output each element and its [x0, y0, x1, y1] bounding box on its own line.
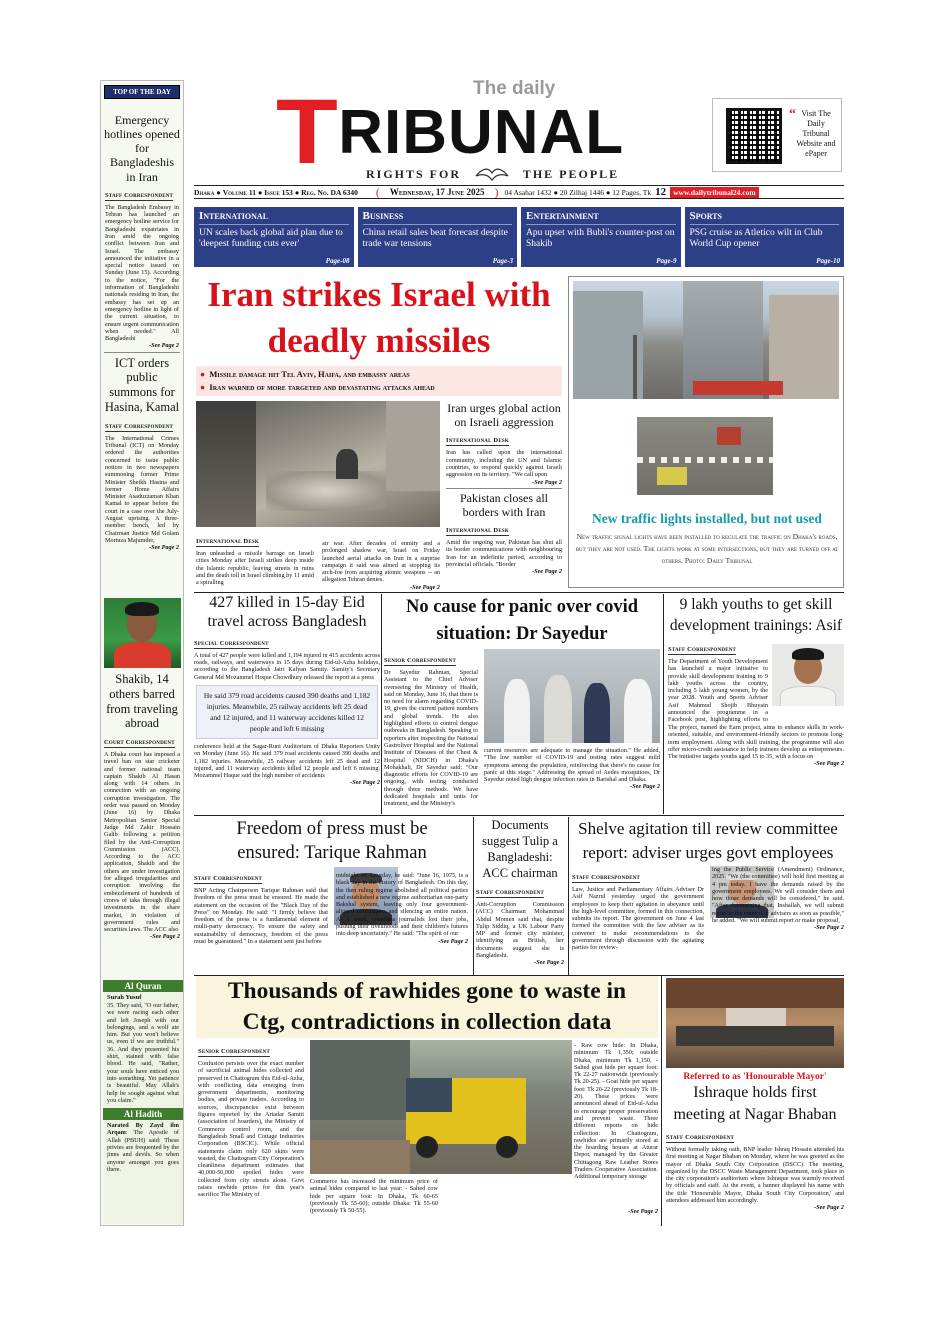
ict-headline: ICT orders public summons for Hasina, Kamal: [104, 355, 180, 414]
byline: International Desk: [196, 538, 259, 545]
pakistan-body: Amid the ongoing war, Pakistan has shut all its border communications with neighbouring Iran for an indefinite period, according to provincial officials. "Border: [446, 539, 562, 568]
tagline: [366, 164, 656, 182]
teaser-page: Page-08: [325, 257, 350, 265]
rawhide-body-col3: [574, 1042, 658, 1181]
eid-body-1: A total of 427 people were killed and 1,194 injured in 415 accidents across roads, railways, and waterways in 15 days during Eid-ul-Azha holidays, according to the Bangladesh Jatri Kalyan Samity. Samity's Secretary General Md Mozammel Hoque Chowdhury released the report at a press: [194, 651, 380, 681]
covid-body-2: current resources are adequate to manage the situation." He added, "The low number of COVID-19 and testing rates suggest mild symptoms among the population, reinforcing that there's no cause for panic at this stage." Addressing the spread of Aedes mosquitoes, Dr Sayedur noted high dengue infection rates in Barishal and Dhaka.: [484, 747, 660, 784]
dateline-hijri: 20 Zilhaj 1446: [559, 187, 605, 197]
press-body-2: midnight on Saturday, he said: "June 16, 1975, is a black day in the history of Bangladesh. On this day, the then ruling regime abolished all political parties and established a new regime authoritarian one-party Bakshal system, leaving only four government-aligned newspapers and silencing an entire nation. As a result, countless journalists lost their jobs, pushing their livelihoods and their children's futures into deep uncertainty." He said: "The spirit of our: [336, 872, 468, 938]
byline: Staff Correspondent: [476, 889, 545, 896]
dateline-place: Dhaka: [194, 187, 215, 197]
see-page[interactable]: -See Page 2: [149, 342, 179, 350]
lead-body-col1: Iran unleashed a missile barrage on Israeli cities Monday after Israeli strikes deep inside the Islamic republic, leaving streets in ruins and the death toll in Israel climbing by 11 amid a spiralling: [196, 550, 314, 587]
lead-body-col2: air war. After decades of enmity and a prolonged shadow war, Israel on Friday launched aerial attacks on Iran in a surprise campaign it said was aimed at stopping its arch-foe from acquiring atomic weapons -- an allegation Tehran denies.: [322, 540, 440, 584]
teaser-page: Page-9: [656, 257, 677, 265]
pakistan-headline: Pakistan closes all borders with Iran: [460, 490, 548, 519]
rawhide-headline-line2: Ctg, contradictions in collection data: [242, 1009, 612, 1035]
tulip-headline: Documents suggest Tulip a Bangladeshi: ACC chairman: [482, 818, 558, 880]
byline: Staff Correspondent: [105, 191, 174, 199]
shelve-body-1: Law, Justice and Parliamentary Affairs Adviser Dr Asif Nazrul yesterday urged the government employees to keep their agitation in abeyance until the high-level committee, formed in this connection, submits its report. The government on June 4 last formed the committee with the law adviser as its convener to make recommendations to the government through discussion with the agitating parties for review-: [572, 886, 704, 952]
rawhide-headline: [196, 976, 658, 1038]
dateline-bn-date: 04 Asahar 1432: [504, 187, 552, 197]
traffic-headline: New traffic lights installed, but not used: [592, 511, 822, 526]
qr-code-icon: [726, 108, 782, 164]
tagline-left: RIGHTS FOR: [366, 167, 462, 181]
asif-photo: [772, 644, 844, 706]
rawhide-headline-line1: Thousands of rawhides gone to waste in: [227, 978, 627, 1004]
covid-headline: No cause for panic over covid situation: Dr Sayedur: [405, 597, 639, 644]
teaser-text: Apu upset with Bubli's counter-post on Shakib: [526, 228, 675, 249]
byline: International Desk: [446, 437, 509, 445]
covid-body-1: Dr Sayedur Rahman, Special Assistant to the Chief Adviser overseeing the Ministry of Health, said on Monday, June 16, that there is no need for alarm regarding COVID-19, given the current patient numbers and global trends. He also highlighted efforts to control dengue outbreaks in Bangladesh. Speaking to reporters after inspecting the National Gastroliver Hospital and the National Institute of Diseases of the Chest & Hospital (NIDCH) in Dhaka's Mohakhali, Dr Sayedur said: "Our diagnostic efforts for COVID-19 are ongoing, with testing conducted through three methods. We have dedicated hospitals and units for treatment, and the Ministry's: [384, 669, 478, 808]
traffic-caption: New traffic signal lights have been installed to regulate the traffic on Dhaka's roads, but they are not used. The lights work at some intersections, but they are turned off at others. Photo: Daily Tribunal: [575, 532, 839, 565]
ishraque-story: [666, 978, 844, 1212]
quote-icon: “: [789, 107, 796, 122]
teaser-sports[interactable]: [685, 207, 845, 267]
byline: International Desk: [446, 527, 509, 535]
teaser-text: China retail sales beat forecast despite trade war tensions: [362, 228, 508, 249]
bracket-icon: ): [494, 185, 499, 199]
byline: Staff Correspondent: [105, 422, 174, 430]
dateline-date: Wednesday, 17 June 2025: [389, 187, 485, 197]
qr-box[interactable]: [712, 98, 842, 172]
teaser-page: Page-10: [816, 257, 840, 265]
see-page[interactable]: -See Page 2: [814, 924, 844, 932]
byline: Staff Correspondent: [666, 1134, 735, 1141]
see-page[interactable]: -See Page 2: [149, 544, 179, 552]
shakib-story: [100, 672, 184, 982]
traffic-photo: [573, 281, 839, 399]
ishraque-headline: Ishraque holds first meeting at Nagar Bhaban: [673, 1084, 837, 1123]
shelve-body-2: ing the Public Service (Amendment) Ordinance, 2025. "We (the committee) will hold first meeting at 4 pm today. I have the demands raised by the government employees. We will consider them and how those demands will be considered," he said. "After determining that, Inshallah, we will submit report to the council of advisers as soon as possible," he added. "We will submit report or make proposal,: [712, 866, 844, 925]
hadith-ref: Narated By Zayd ibn Arqam: [107, 1122, 179, 1137]
shakib-photo: [104, 598, 181, 668]
teaser-section: International: [199, 210, 349, 225]
shakib-headline: Shakib, 14 others barred from traveling abroad: [106, 672, 178, 731]
lead-bullets: [196, 366, 562, 396]
dove-icon: [472, 164, 512, 180]
see-page[interactable]: -See Page 2: [628, 1208, 658, 1215]
rawhide-see-page: [508, 1208, 658, 1215]
logo-t: T: [276, 81, 336, 183]
iran-urges-headline: Iran urges global action on Israeli aggression: [447, 401, 561, 430]
eid-story: [194, 594, 380, 787]
byline: Staff Correspondent: [572, 874, 641, 881]
see-page[interactable]: -See Page 2: [814, 1204, 844, 1212]
teaser-section: Sports: [690, 210, 840, 225]
eid-headline: 427 killed in 15-day Eid travel across Bangladesh: [207, 594, 367, 630]
teaser-section: Entertainment: [526, 210, 676, 225]
lead-headline-line1: Iran strikes Israel with: [207, 275, 551, 314]
teaser-text: PSG cruise as Atletico wilt in Club World Cup opener: [689, 228, 823, 249]
shelve-headline: Shelve agitation till review committee report: adviser urges govt employees: [578, 819, 838, 862]
eid-pull-quote: He said 379 road accidents caused 390 deaths and 1,182 injuries. Meanwhile, 25 railway accidents left 25 dead and 12 injured, and 11 waterway accidents killed 12 people and left 6 missing: [196, 685, 378, 739]
masthead: [190, 78, 710, 184]
byline: Staff Correspondent: [668, 646, 737, 653]
teaser-text: UN scales back global aid plan due to 'deepest funding cuts ever': [199, 228, 343, 249]
teaser-bar: [194, 207, 844, 267]
lakh-body-1: The Department of Youth Development has launched a major initiative to provide skill development training to 9 lakh youths across the country, including 5 lakh young women, by the year 2028. Youth and Sports Adviser Asif Mahmud Shojib Bhuyain announced the programme in a Facebook post, highlighting efforts to: [668, 658, 768, 724]
website-link[interactable]: www.dailytribunal24.com: [670, 187, 759, 198]
dateline-price: 12: [655, 186, 667, 198]
see-page[interactable]: -See Page 2: [814, 760, 844, 768]
see-page[interactable]: -See Page 2: [410, 583, 440, 591]
traffic-box: [568, 276, 844, 588]
hadith-label: Al Hadith: [103, 1108, 183, 1120]
see-page[interactable]: -See Page 2: [150, 933, 180, 941]
lead-headline: [194, 272, 564, 364]
tulip-story: [476, 817, 564, 967]
see-page[interactable]: -See Page 2: [532, 568, 562, 576]
teaser-international[interactable]: [194, 207, 354, 267]
traffic-inset-photo: [635, 415, 775, 497]
byline: Special Correspondent: [194, 639, 269, 647]
ishraque-body: Without formally taking oath, BNP leader Ishraq Hossain attended his first meeting at Nagar Bhaban on Monday, where he was greeted as the mayor of Dhaka South City Corporation (DSCC). The meeting, organized by the DSCC Waste Management Department, took place in the city corporation's auditorium where Ishraque was warmly received by officials and staff. At the event, a banner displayed his name with the title 'Honourable Mayor, Dhaka South City Corporation,' and attendees addressed him accordingly.: [666, 1146, 844, 1205]
tagline-right: THE PEOPLE: [522, 167, 620, 181]
see-page[interactable]: -See Page 2: [532, 478, 562, 486]
visit-text: Visit The Daily Tribunal Website and ePaper: [796, 109, 836, 158]
bullet-icon: ●: [200, 369, 206, 379]
rawhide-photo: [310, 1040, 572, 1174]
byline: Staff Correspondent: [194, 875, 263, 882]
hadith-text: : The Apostle of Allah (PBUH) said: These privies are frequented by the jinns and devils. So when anyone amongst you goes there.: [107, 1129, 179, 1173]
emergency-headline: Emergency hotlines opened for Bangladeshis in Iran: [104, 113, 180, 184]
byline: Court Correspondent: [104, 739, 175, 746]
lead-body: [196, 530, 440, 591]
teaser-section: Business: [363, 210, 513, 225]
rawhide-body-1: Confusion persists over the exact number of sacrificial animal hides collected and preserved in Chattogram this Eid-ul-Azha, with conflicting data emerging from government departments, monitoring bodies, and private traders. According to sources, discrepancies exist between figures reported by the Artadar Samiti (association of hoarders), the Ministry of Commerce control room, and the Bangladesh Small and Cottage Industries Corporation (BSCIC). While official statements claim only 620 skins were wasted, the Chattogram City Corporation's cleanliness department estimates that 40,000-50,000 spoiled hides were collected from city streets alone. Govt raises rawhide prices for this year's sacrifice The Ministry of: [198, 1060, 304, 1199]
eid-body-2: conference held at the Sagar-Runi Auditorium of Dhaka Reporters Unity on Monday (June 16). He said 379 road accidents caused 390 deaths and 1,182 injuries. Meanwhile, 25 railway accidents left 25 dead and 12 injured, and 11 waterway accidents killed 12 people and left 6 missing. Mozammel Haque said the high number of accidents: [194, 742, 380, 780]
shakib-body: A Dhaka court has imposed a travel ban on star cricketer and former national team captain Shakib Al Hasan along with 14 others in connection with an ongoing corruption investigation. The order was passed on Monday (June 16) by Dhaka Metropolitan Senior Special Judge Md Zakir Hossain Galib following a petition filed by the Anti-Corruption Commission (ACC). According to the ACC application, Shakib and the others are under investigation for alleged irregularities and corruption involving the embezzlement of hundreds of crores of taka through illegal investments in the share market, in violation of government rules and securities laws. The ACC also: [104, 751, 180, 934]
lakh-headline: 9 lakh youths to get skill development trainings: Asif: [669, 596, 843, 634]
dateline-pages: 12 Pages, Tk: [612, 187, 652, 197]
logo-rest: RIBUNAL: [338, 98, 625, 167]
see-page[interactable]: -See Page 2: [630, 783, 660, 791]
byline: Senior Correspondent: [384, 657, 456, 664]
teaser-page: Page-3: [492, 257, 513, 265]
iran-urges-body: Iran has called upon the international community, including the UN and Islamic countries, to respond quickly against Israeli aggression on its territory. "We call upon: [446, 449, 562, 479]
quran-ref: Surah Yusuf: [107, 994, 142, 1001]
byline: Senior Correspondent: [198, 1048, 270, 1055]
ict-body: The International Crimes Tribunal (ICT) on Monday ordered the authorities concerned to issue public notices in two newspapers summoning former Prime Minister Sheikh Hasina and former Home Affairs Minister Asaduzzaman Khan Kamal to appear before the court in a case over the July-August uprising. A three-member bench, led by Chairman Justice Md Golam Mortuza Majumder,: [105, 434, 179, 544]
press-headline: Freedom of press must be ensured: Tarique Rahman: [236, 819, 428, 863]
lakh-story: [668, 594, 844, 768]
dateline: Dhaka ● Volume 11 ● Issue 153 ● Reg. No. DA 6340 ( Wednesday, 17 June 2025 ) 04 Asahar 1432 ● 20 Zilhaj 1446 ● 12 Pages, Tk 12 www.dailytribunal24.com: [194, 185, 844, 199]
bullet-icon: ●: [200, 382, 206, 392]
the-daily-label: The daily: [473, 78, 556, 99]
lead-headline-line2: deadly missiles: [267, 321, 491, 360]
tulip-body: Anti-Corruption Commission (ACC) Chairman Mohammad Abdul Momen said that, despite Tulip Siddiq, a UK Labour Party MP and former city minister, identifying as British, her documents suggest she is Bangladeshi.: [476, 901, 564, 960]
quran-text: 35. They said, "O our father, we were racing each other and left Joseph with our belongings, and a wolf ate him. But you won't believe us, even if we are truthful." 36. And they presented his shirt, stained with false blood. He said, "Rather, your souls have enticed you into something. Yet patience is beautiful. May Allah's help be sought against what you claim.": [107, 1002, 179, 1104]
religion-box: [103, 980, 183, 1224]
lead-bullet-2: Iran warned of more targeted and devastating attacks ahead: [209, 382, 435, 392]
bracket-icon: (: [375, 185, 380, 199]
teaser-entertainment[interactable]: [521, 207, 681, 267]
rawhide-body-3: - Raw cow hide: In Dhaka, minimum Tk 1,350; outside Dhaka, minimum Tk 1,150. - Salted goat hide per square foot: Tk 22-27 nationwide (previously Tk 20-25). - Goat hide per square foot: Tk 20-22 (previously Tk 18-20). These prices were announced ahead of Eid-ul-Azha to encourage proper preservation and prevent waste. Three different reports on hide collection: In Chattogram, rawhides are primarily stored at the hoarding houses at Aturar Depot, managed by the Greater Chittagong Raw Leather Stores Traders Cooperative Association. Additional temporary storage: [574, 1042, 658, 1181]
quran-label: Al Quran: [103, 980, 183, 992]
rawhide-body-2: Commerce has increased the minimum price of animal hides compared to last year: - Salted cow hide per square foot: In Dhaka, Tk 60-65 (previously Tk 55-60); outside Dhaka: Tk 55-60 (previously Tk 50-55).: [310, 1178, 438, 1215]
dateline-issue: Issue 153: [264, 187, 293, 197]
lead-bullet-1: Missile damage hit Tel Aviv, Haifa, and embassy areas: [209, 369, 410, 379]
covid-story: [384, 594, 660, 808]
ishraque-photo: [666, 978, 844, 1068]
see-page[interactable]: -See Page 2: [438, 937, 468, 945]
top-of-day-label: TOP OF THE DAY: [104, 85, 180, 99]
lakh-body-2: The project, named the Earn project, aims to enhance skills in work-oriented, suitable, and environment-friendly sectors to promote long-term employment. Along with skill training, the programme will also offer micro-credit assistance to help trainees develop as entrepreneurs. The initiative targets youths aged 15 to 35, with a focus on: [668, 724, 844, 761]
shelve-body-col2: [712, 866, 844, 932]
teaser-business[interactable]: [358, 207, 518, 267]
covid-photo: [484, 649, 660, 743]
dateline-reg: Reg. No. DA 6340: [301, 187, 358, 197]
emergency-body: The Bangladesh Embassy in Tehran has launched an emergency hotline service for Bangladeshi expatriates in Iran amid the ongoing conflict between Iran and Israel. The embassy announced the initiative in a special notice issued on Sunday (June 15). According to the notice, "For the information of Bangladeshi nationals residing in Iran, the embassy has set up an emergency hotline in light of the current situation, to ensure urgent communication when needed." All Bangladeshi: [105, 203, 179, 343]
see-page[interactable]: -See Page 2: [534, 959, 564, 967]
lead-photo: [196, 401, 440, 527]
press-body-col2: [336, 872, 468, 945]
see-page[interactable]: -See Page 2: [350, 779, 380, 787]
press-body-1: BNP Acting Chairperson Tarique Rahman said that freedom of the press must be ensured. He made the statement on the occasion of the "Black Day of the Press" on Monday. He said: "I firmly believe that freedom of the press is a fundamental element of multi-party democracy. To ensure the safety and sustainability of democracy, freedom of the press must be guaranteed." In a statement sent just before: [194, 887, 328, 946]
dateline-volume: Volume 11: [222, 187, 256, 197]
iran-urges-story: [446, 401, 562, 576]
ishraque-label: Referred to as 'Honourable Mayor': [683, 1072, 827, 1082]
